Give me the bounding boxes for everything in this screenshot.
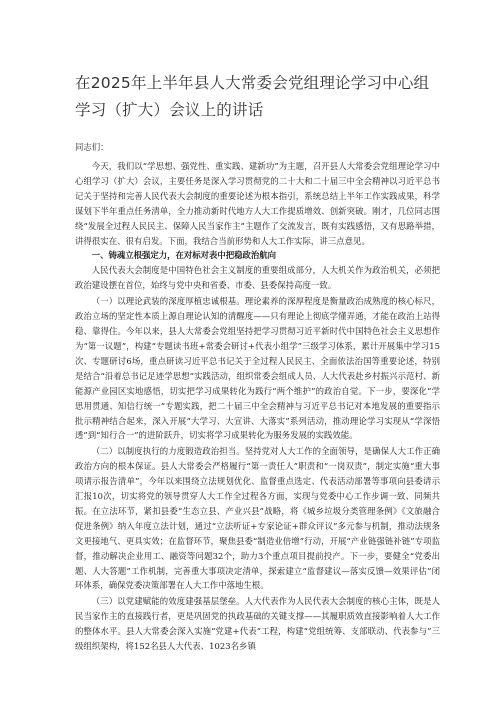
section-1-paragraph: 人民代表大会制度是中国特色社会主义制度的重要组成部分，人大机关作为政治机关，必须把政治建设摆在首位，始终与党中央和省委、市委、县委保持高度一致。 <box>75 265 440 291</box>
subsection-3-paragraph: （三）以党建赋能的效度建强基层堡垒。人大代表作为人民代表大会制度的核心主体，既是人民当家作主的直接践行者，更是巩固党的执政基础的关键支撑——其履职质效直接影响着人大工作的整体水平。县人大常委会深入实施“党建+代表”工程，构建“党组统筹、支部联动、代表参与”三级组织架构，将152名县人大代表、1023名乡镇 <box>75 596 440 652</box>
section-heading-1: 一、铸魂立根强定力，在对标对表中把稳政治航向 <box>91 250 277 261</box>
subsection-1-paragraph: （一）以理论武装的深度厚植忠诚根基。理论素养的深厚程度是衡量政治成熟度的核心标尺，政治立场的坚定性本质上源自理论认知的清醒度——只有理论上彻底学懂弄通，才能在政治上站得稳、靠得住。今年以来，县人大常委会党组坚持把学习贯彻习近平新时代中国特色社会主义思想作为“第一议题”，构建“专题读书班+常委会研讨+代表小组学”三级学习体系，累计开展集中学习15次、专题研讨6场，重点研读习近平总书记关于全过程人民民主、全面依法治国等重要论述，特别是结合“沿着总书记足迹学思想”实践活动，组织常委会组成人员、人大代表赴乡村振兴示范村、新能源产业园区实地感悟，切实把学习成果转化为践行“两个维护”的政治自觉。下一步，要深化“学思用贯通、知信行统一”专题实践，把二十届三中全会精神与习近平总书记对本地发展的重要指示批示精神结合起来，深入开展“大学习、大宣讲、大落实”系列活动，推动理论学习实现从“学深悟透”到“知行合一”的进阶跃升，切实将学习成果转化为服务发展的实践效能。 <box>75 296 440 441</box>
intro-paragraph: 今天，我们以“学思想、强党性、重实践、建新功”为主题，召开县人大常委会党组理论学习中心组学习（扩大）会议，主要任务是深入学习贯彻党的二十大和二十届三中全会精神以习近平总书记关于坚持和完善人民代表大会制度的重要论述为根本指引，系统总结上半年工作实践成果，科学谋划下半年重点任务清单，全力推动新时代地方人大工作提质增效、创新突破。刚才，几位同志围绕“发展全过程人民民主、保障人民当家作主”主题作了交流发言，既有实践感悟，又有思路举措，讲得很实在、很有启发。下面，我结合当前形势和人大工作实际，讲三点意见。 <box>75 161 440 246</box>
document-title: 在2025年上半年县人大常委会党组理论学习中心组学习（扩大）会议上的讲话 <box>75 74 430 119</box>
subsection-2-paragraph: （二）以制度执行的力度锻造政治担当。坚持党对人大工作的全面领导，是确保人大工作正确政治方向的根本保证。县人大常委会严格履行“第一责任人”职责和“一岗双责”，制定实施“重大事项请示报告清单”，今年以来围绕立法规划优化、监督重点选定、代表活动部署等事项向县委请示汇报10次，切实将党的领导贯穿人大工作全过程各方面，实现与党委中心工作步调一致、同频共振。在立法环节，紧扣县委“生态立县、产业兴县”战略，将《城乡垃圾分类管理条例》《文旅融合促进条例》纳入年度立法计划，通过“立法听证+专家论证+群众评议”多元参与机制，推动法规条文更接地气、更具实效；在监督环节，聚焦县委“制造业倍增”行动，开展“产业链强链补链”专项监督，推动解决企业用工、融资等问题32个，助力3个重点项目提前投产。下一步，要健全“党委出题、人大答题”工作机制，完善重大事项决定清单，探索建立“监督建议—落实反馈—效果评估”闭环体系，确保党委决策部署在人大工作中落地生根。 <box>75 446 440 591</box>
salutation: 同志们： <box>75 142 109 152</box>
